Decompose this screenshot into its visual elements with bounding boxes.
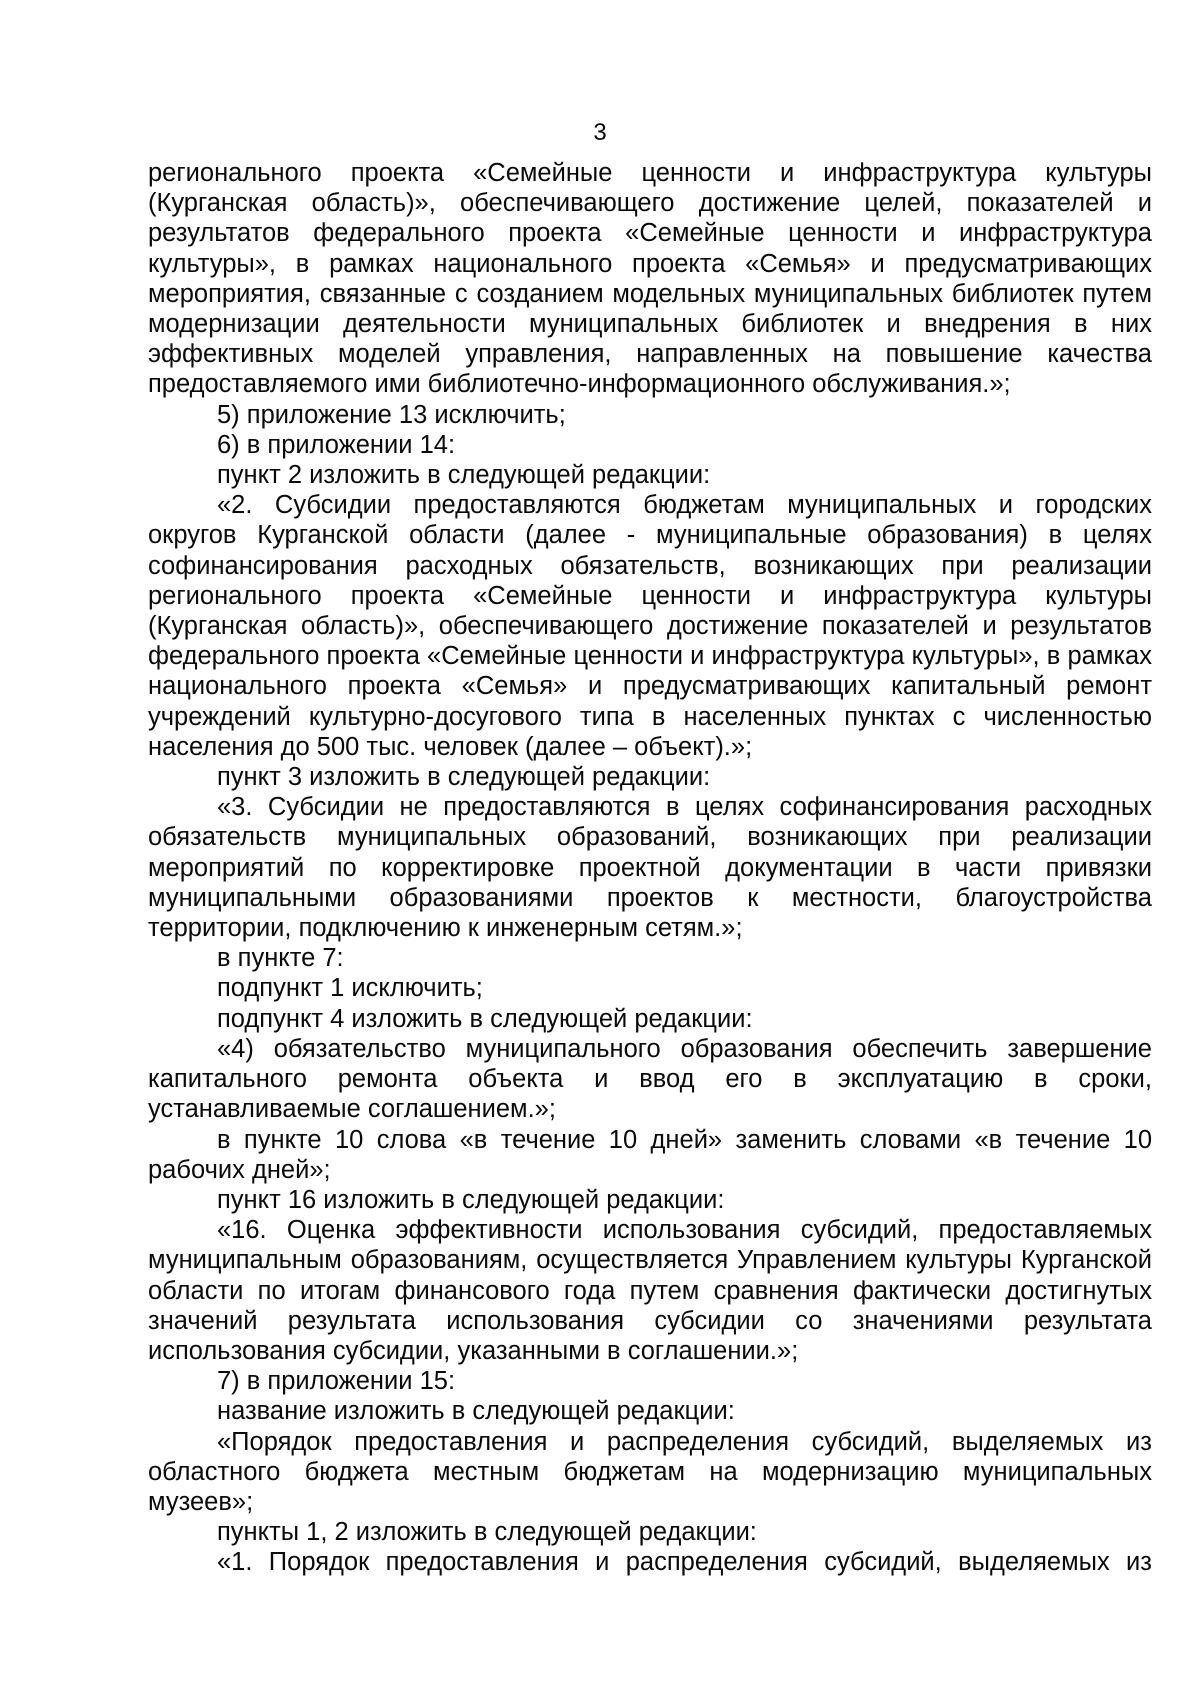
paragraph-subpoint-1: подпункт 1 исключить; [217,974,483,1003]
paragraph-subpoint-4-intro: подпункт 4 изложить в следующей редакции: [217,1004,753,1033]
paragraph-point-7-intro: в пункте 7: [217,944,344,973]
paragraph-item-5: 5) приложение 13 исключить; [217,400,566,429]
paragraph-title-text: «Порядок предоставления и распределения субсидий, выделяемых из областного бюджета местным бюджетам на модернизацию муниципальных музеев»; [148,1427,1152,1516]
paragraph-item-6: 6) в приложении 14: [217,430,456,459]
paragraph-point-16-intro: пункт 16 изложить в следующей редакции: [217,1185,725,1214]
paragraph-point-16-text: «16. Оценка эффективности использования субсидий, предоставляемых муниципальным образованиям, осуществляется Управлением культуры Курганской области по итогам финансового года путем сравнения фактически достигнутых значений результата использования субсидии со значениями результата использования субсидии, указанными в соглашении.»; [148,1216,1152,1365]
document-body [148,158,1152,1578]
paragraph-point-3-text: «3. Субсидии не предоставляются в целях софинансирования расходных обязательств муниципальных образований, возникающих при реализации мероприятий по корректировке проектной документации в части привязки муниципальными образованиями проектов к местности, благоустройства территории, подключению к инженерным сетям.»; [148,793,1152,943]
paragraph-point-2-text: «2. Субсидии предоставляются бюджетам муниципальных и городских округов Курганской области (далее - муниципальные образования) в целях софинансирования расходных обязательств, возникающих при реализации регионального проекта «Семейные ценности и инфраструктура культуры (Курганская область)», обеспечивающего достижение показателей и результатов федерального проекта «Семейные ценности и инфраструктура культуры», в рамках национального проекта «Семья» и предусматривающих капитальный ремонт учреждений культурно-досугового типа в населенных пунктах с численностью населения до 500 тыс. человек (далее – объект).»; [148,491,1152,761]
paragraph-title-intro: название изложить в следующей редакции: [217,1397,735,1426]
page-number: 3 [593,119,607,146]
paragraph-point-1-text: «1. Порядок предоставления и распределения субсидий, выделяемых из [217,1548,1152,1577]
paragraph-point-2-intro: пункт 2 изложить в следующей редакции: [217,461,711,490]
paragraph-item-7: 7) в приложении 15: [217,1367,456,1396]
paragraph-points-1-2-intro: пункты 1, 2 изложить в следующей редакции: [217,1518,757,1547]
paragraph-subpoint-4-text: «4) обязательство муниципального образования обеспечить завершение капитального ремонта объекта и ввод его в эксплуатацию в сроки, устанавливаемые соглашением.»; [148,1034,1152,1124]
paragraph-point-10: в пункте 10 слова «в течение 10 дней» заменить словами «в течение 10 рабочих дней»; [148,1125,1152,1184]
paragraph-continuation: регионального проекта «Семейные ценности и инфраструктура культуры (Курганская область)», обеспечивающего достижение целей, показателей и результатов федерального проекта «Семейные ценности и инфраструктура культуры», в рамках национального проекта «Семья» и предусматривающих мероприятия, связанные с созданием модельных муниципальных библиотек путем модернизации деятельности муниципальных библиотек и внедрения в них эффективных моделей управления, направленных на повышение качества предоставляемого ими библиотечно-информационного обслуживания.»; [148,159,1152,399]
paragraph-point-3-intro: пункт 3 изложить в следующей редакции: [217,763,711,792]
